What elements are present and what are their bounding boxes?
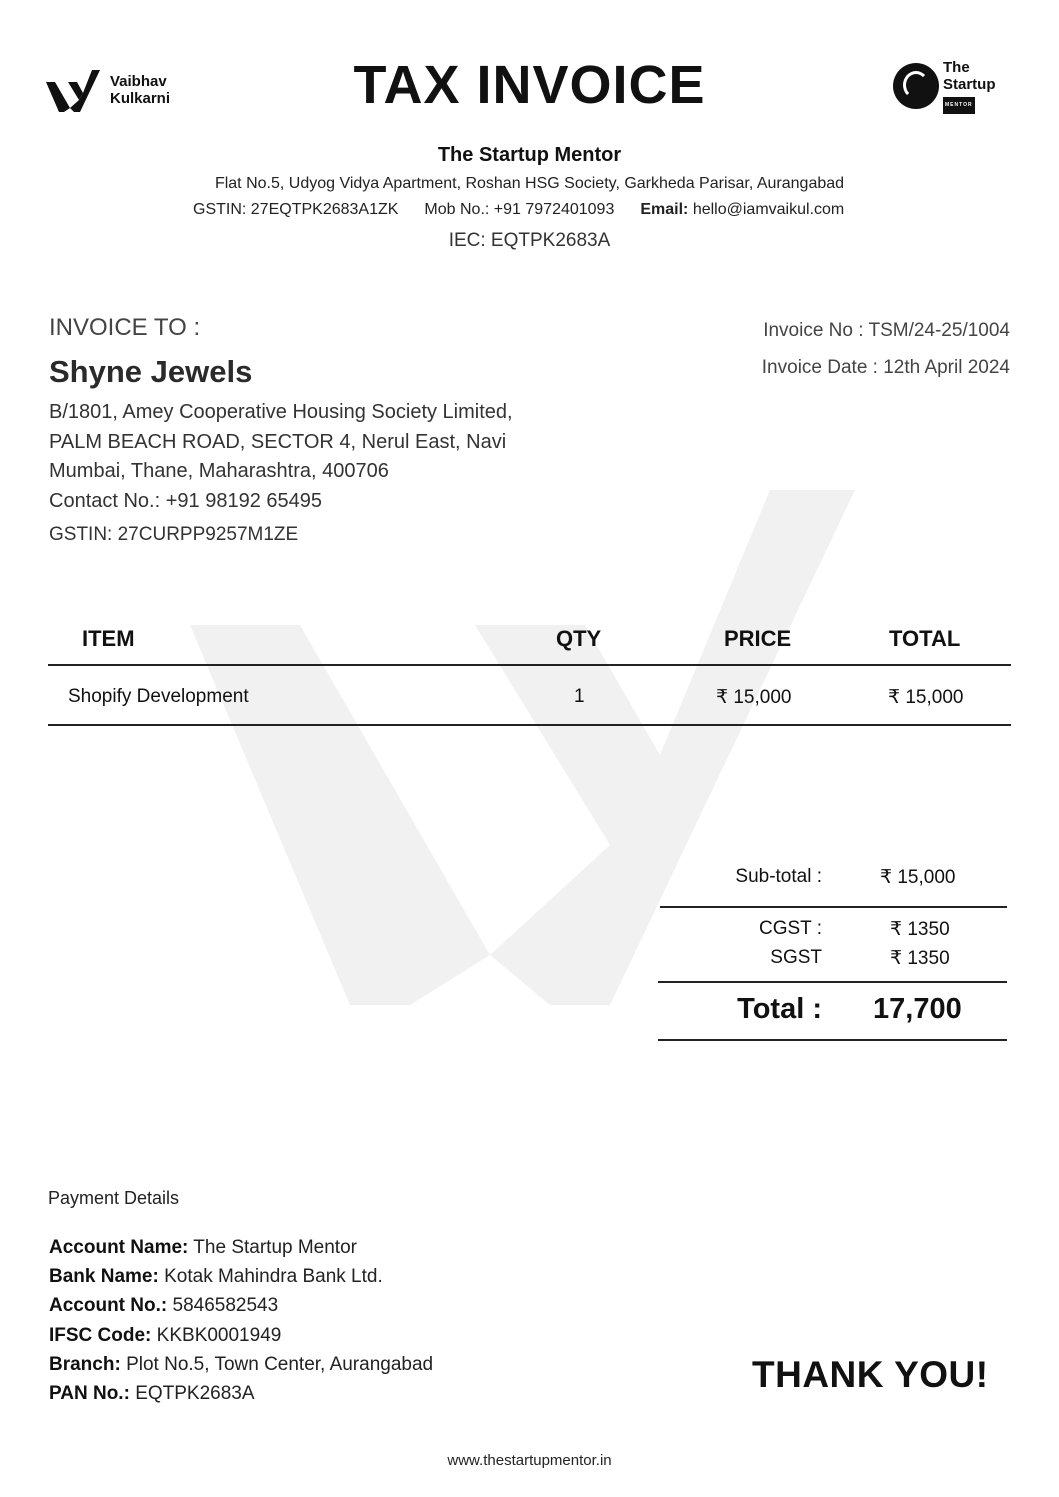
payment-bank-name-value: Kotak Mahindra Bank Ltd. <box>158 1266 383 1288</box>
col-header-price: PRICE <box>724 626 792 651</box>
payment-bank-name-label: Bank Name: <box>49 1266 159 1288</box>
sgst-label: SGST <box>770 947 822 968</box>
payment-pan-value: EQTPK2683A <box>129 1383 255 1405</box>
payment-branch <box>49 1350 433 1379</box>
brand-left-line1: Vaibhav <box>110 73 167 90</box>
payment-account-no-value: 5846582543 <box>167 1295 279 1317</box>
payment-branch-value: Plot No.5, Town Center, Aurangabad <box>120 1353 434 1375</box>
row-total: ₹ 15,000 <box>888 687 964 708</box>
subtotal-label: Sub-total : <box>735 866 822 887</box>
col-header-item: ITEM <box>82 626 135 651</box>
payment-ifsc <box>49 1321 433 1350</box>
brand-right-line1: The <box>943 58 970 76</box>
brand-left-line2: Kulkarni <box>110 90 171 107</box>
cgst-label: CGST : <box>759 918 822 939</box>
client-address-line: Mumbai, Thane, Maharashtra, 400706 <box>49 460 389 482</box>
startup-mentor-logo-icon <box>893 63 939 109</box>
payment-account-name <box>49 1233 433 1262</box>
grand-total-divider <box>658 1039 1007 1041</box>
row-price: ₹ 15,000 <box>716 687 792 708</box>
brand-right-line2: Startup <box>943 75 996 93</box>
seller-email[interactable]: hello@iamvaikul.com <box>692 201 845 218</box>
brand-right-line3: MENTOR <box>943 97 975 114</box>
client-address-line: PALM BEACH ROAD, SECTOR 4, Nerul East, Navi <box>49 430 507 453</box>
client-address <box>49 398 569 516</box>
payment-account-name-label: Account Name: <box>49 1237 189 1258</box>
client-name: Shyne Jewels <box>49 354 253 389</box>
payment-bank-name <box>49 1262 433 1291</box>
row-item: Shopify Development <box>68 686 249 707</box>
payment-account-no-label: Account No.: <box>49 1295 168 1317</box>
seller-contact-row <box>193 201 844 219</box>
seller-name: The Startup Mentor <box>437 144 622 166</box>
table-bottom-divider <box>48 724 1011 726</box>
seller-mobile: Mob No.: +91 7972401093 <box>424 201 615 218</box>
seller-gstin: GSTIN: 27EQTPK2683A1ZK <box>193 201 399 218</box>
payment-pan-label: PAN No.: <box>49 1383 130 1405</box>
client-gstin: GSTIN: 27CURPP9257M1ZE <box>49 524 299 545</box>
payment-ifsc-value: KKBK0001949 <box>151 1324 282 1346</box>
invoice-title: TAX INVOICE <box>353 55 706 115</box>
tax-divider <box>658 981 1007 983</box>
payment-branch-label: Branch: <box>49 1353 121 1375</box>
invoice-date: Invoice Date : 12th April 2024 <box>761 357 1010 378</box>
subtotal-divider <box>660 906 1007 908</box>
grand-total-value: 17,700 <box>873 993 962 1025</box>
payment-ifsc-label: IFSC Code: <box>49 1324 152 1346</box>
grand-total-label: Total : <box>737 993 822 1025</box>
seller-address: Flat No.5, Udyog Vidya Apartment, Roshan HSG Society, Garkheda Parisar, Aurangabad <box>214 175 845 192</box>
sgst-value: ₹ 1350 <box>890 948 950 969</box>
payment-details-list <box>49 1233 433 1408</box>
table-header-divider <box>48 664 1011 666</box>
col-header-qty: QTY <box>556 626 602 651</box>
seller-email-label: Email: <box>640 201 693 218</box>
startup-mentor-logo <box>893 60 1013 112</box>
invoice-meta <box>762 312 1010 386</box>
payment-details-heading: Payment Details <box>48 1188 180 1208</box>
payment-pan <box>49 1379 433 1408</box>
client-contact: Contact No.: +91 98192 65495 <box>49 489 322 512</box>
invoice-number: Invoice No : TSM/24-25/1004 <box>763 320 1010 341</box>
seller-email-row <box>640 201 844 219</box>
subtotal-value: ₹ 15,000 <box>880 867 956 888</box>
thank-you-text: THANK YOU! <box>752 1354 989 1395</box>
seller-iec: IEC: EQTPK2683A <box>448 230 611 251</box>
payment-account-no <box>49 1291 433 1320</box>
row-qty: 1 <box>574 686 585 707</box>
cgst-value: ₹ 1350 <box>890 919 950 940</box>
invoice-to-heading: INVOICE TO : <box>49 314 201 341</box>
payment-account-name-value: The Startup Mentor <box>188 1237 357 1258</box>
col-header-total: TOTAL <box>889 626 961 651</box>
client-address-line: B/1801, Amey Cooperative Housing Society Limited, <box>49 401 513 423</box>
website-link[interactable]: www.thestartupmentor.in <box>447 1452 612 1469</box>
